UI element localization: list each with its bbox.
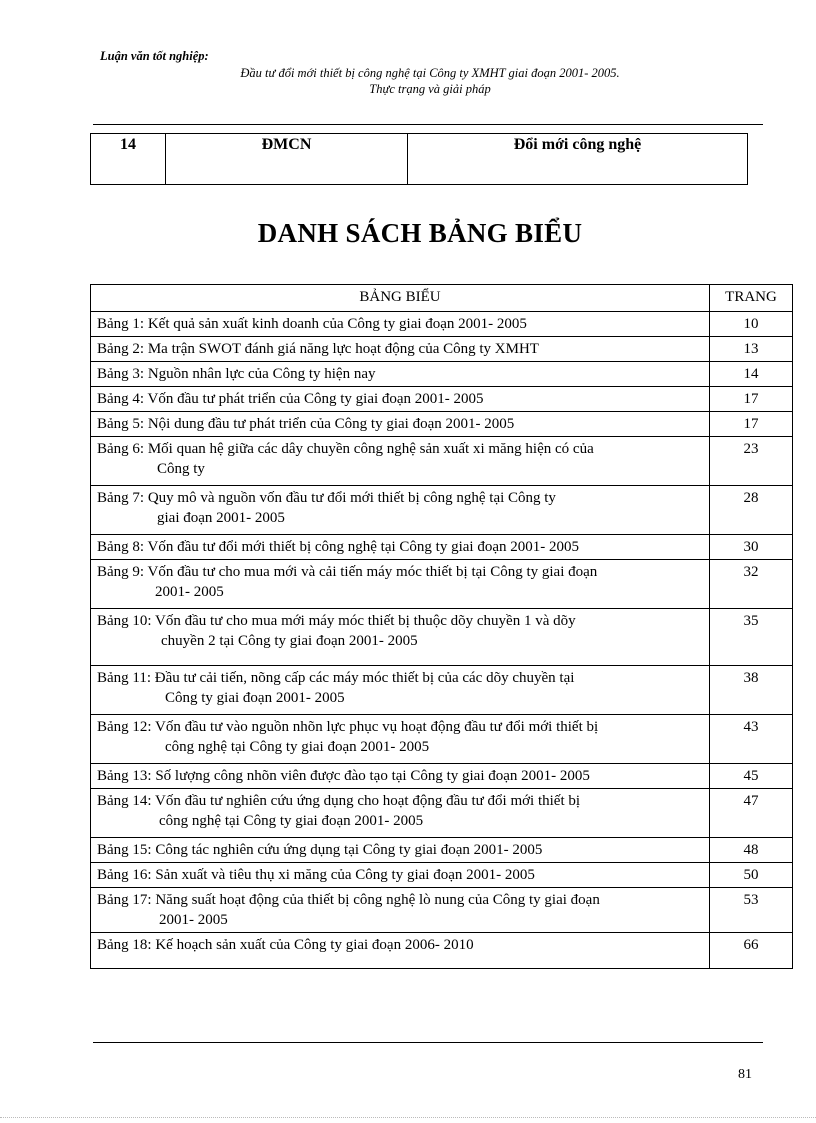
header-divider [93,124,763,125]
table-row [91,609,793,666]
table-list [90,284,793,969]
table-cell-page: 17 [710,387,793,412]
table-body [91,312,793,969]
table-cell-title [91,933,710,969]
table-title-line: Bảng 15: Công tác nghiên cứu ứng dụng tại Công ty giai đoạn 2001- 2005 [97,842,543,858]
table-title-continuation: 2001- 2005 [159,912,228,928]
table-cell-title [91,838,710,863]
column-header-page: TRANG [710,285,793,312]
table-cell-title [91,888,710,933]
abbreviation-row [91,134,748,185]
table-cell-page: 47 [710,789,793,838]
table-cell-title [91,412,710,437]
table-title-line: Bảng 8: Vốn đầu tư đổi mới thiết bị công nghệ tại Công ty giai đoạn 2001- 2005 [97,539,579,555]
table-cell-title [91,312,710,337]
table-row [91,387,793,412]
table-cell-page: 50 [710,863,793,888]
table-cell-page: 14 [710,362,793,387]
table-cell-title [91,486,710,535]
table-row [91,412,793,437]
abbreviation-number: 14 [91,134,166,185]
table-cell-title [91,362,710,387]
table-cell-page: 17 [710,412,793,437]
table-cell-page: 35 [710,609,793,666]
table-cell-title [91,387,710,412]
table-cell-title [91,437,710,486]
table-title-line: Bảng 18: Kế hoạch sản xuất của Công ty giai đoạn 2006- 2010 [97,937,474,953]
table-cell-page: 43 [710,715,793,764]
page-number: 81 [738,1067,752,1082]
table-cell-page: 48 [710,838,793,863]
table-title-line: Bảng 13: Số lượng công nhõn viên được đào tạo tại Công ty giai đoạn 2001- 2005 [97,768,590,784]
table-title-line: Bảng 1: Kết quả sản xuất kinh doanh của Công ty giai đoạn 2001- 2005 [97,316,527,332]
table-title-line: Bảng 6: Mối quan hệ giữa các dây chuyền công nghệ sản xuất xi măng hiện có của [97,441,594,457]
table-cell-title [91,764,710,789]
thesis-header-subtitle-line2: Thực trạng và giải pháp [369,82,491,96]
table-title-continuation: giai đoạn 2001- 2005 [157,510,285,526]
table-title-line: Bảng 11: Đầu tư cải tiến, nõng cấp các máy móc thiết bị của các dõy chuyền tại [97,670,575,686]
table-title-line: Bảng 2: Ma trận SWOT đánh giá năng lực hoạt động của Công ty XMHT [97,341,539,357]
table-title-continuation: 2001- 2005 [155,584,224,600]
table-title-continuation: công nghệ tại Công ty giai đoạn 2001- 2005 [159,813,424,829]
table-row [91,535,793,560]
table-row [91,312,793,337]
table-title-continuation: Công ty giai đoạn 2001- 2005 [165,690,345,706]
page-title: DANH SÁCH BẢNG BIỂU [257,218,583,248]
table-cell-page: 13 [710,337,793,362]
table-cell-page: 38 [710,666,793,715]
table-cell-title [91,609,710,666]
table-title-line: Bảng 16: Sản xuất và tiêu thụ xi măng của Công ty giai đoạn 2001- 2005 [97,867,535,883]
table-row [91,715,793,764]
table-row [91,486,793,535]
table-title-continuation: công nghệ tại Công ty giai đoạn 2001- 2005 [165,739,430,755]
table-cell-page: 45 [710,764,793,789]
thesis-header-subtitle: Đầu tư đổi mới thiết bị công nghệ tại Công ty XMHT giai đoạn 2001- 2005. [240,66,620,80]
table-row [91,888,793,933]
abbreviation-code: ĐMCN [166,134,408,185]
table-cell-title [91,666,710,715]
table-title-line: Bảng 14: Vốn đầu tư nghiên cứu ứng dụng cho hoạt động đầu tư đổi mới thiết bị [97,793,581,809]
table-row [91,863,793,888]
table-title-line: Bảng 3: Nguồn nhân lực của Công ty hiện nay [97,366,376,382]
table-title-line: Bảng 12: Vốn đầu tư vào nguồn nhõn lực phục vụ hoạt động đầu tư đổi mới thiết bị [97,719,599,735]
column-header-table: BẢNG BIỂU [91,285,710,312]
table-row [91,789,793,838]
page-bottom-edge [0,1117,816,1118]
table-cell-title [91,863,710,888]
table-row [91,666,793,715]
table-cell-page: 28 [710,486,793,535]
table-cell-page: 66 [710,933,793,969]
table-cell-title [91,535,710,560]
table-row [91,933,793,969]
table-cell-title [91,337,710,362]
table-row [91,362,793,387]
table-header-row [91,285,793,312]
table-cell-page: 23 [710,437,793,486]
table-row [91,437,793,486]
table-title-continuation: Công ty [157,461,205,477]
table-cell-page: 10 [710,312,793,337]
abbreviation-table [90,133,748,185]
abbreviation-meaning: Đổi mới công nghệ [408,134,748,185]
table-cell-title [91,560,710,609]
table-row [91,337,793,362]
table-title-line: Bảng 9: Vốn đầu tư cho mua mới và cải tiến máy móc thiết bị tại Công ty giai đoạn [97,564,598,580]
table-row [91,838,793,863]
table-row [91,764,793,789]
table-cell-title [91,715,710,764]
table-title-line: Bảng 10: Vốn đầu tư cho mua mới máy móc thiết bị thuộc dõy chuyền 1 và dõy [97,613,576,629]
table-title-line: Bảng 5: Nội dung đầu tư phát triển của Công ty giai đoạn 2001- 2005 [97,416,515,432]
thesis-header-title: Luận văn tốt nghiệp: [100,49,209,63]
table-cell-page: 30 [710,535,793,560]
table-title-line: Bảng 7: Quy mô và nguồn vốn đầu tư đổi mới thiết bị công nghệ tại Công ty [97,490,556,506]
table-title-line: Bảng 17: Năng suất hoạt động của thiết bị công nghệ lò nung của Công ty giai đoạn [97,892,600,908]
table-cell-page: 53 [710,888,793,933]
table-title-line: Bảng 4: Vốn đầu tư phát triển của Công ty giai đoạn 2001- 2005 [97,391,484,407]
table-title-continuation: chuyền 2 tại Công ty giai đoạn 2001- 2005 [161,633,418,649]
table-cell-title [91,789,710,838]
table-row [91,560,793,609]
table-cell-page: 32 [710,560,793,609]
footer-divider [93,1042,763,1043]
